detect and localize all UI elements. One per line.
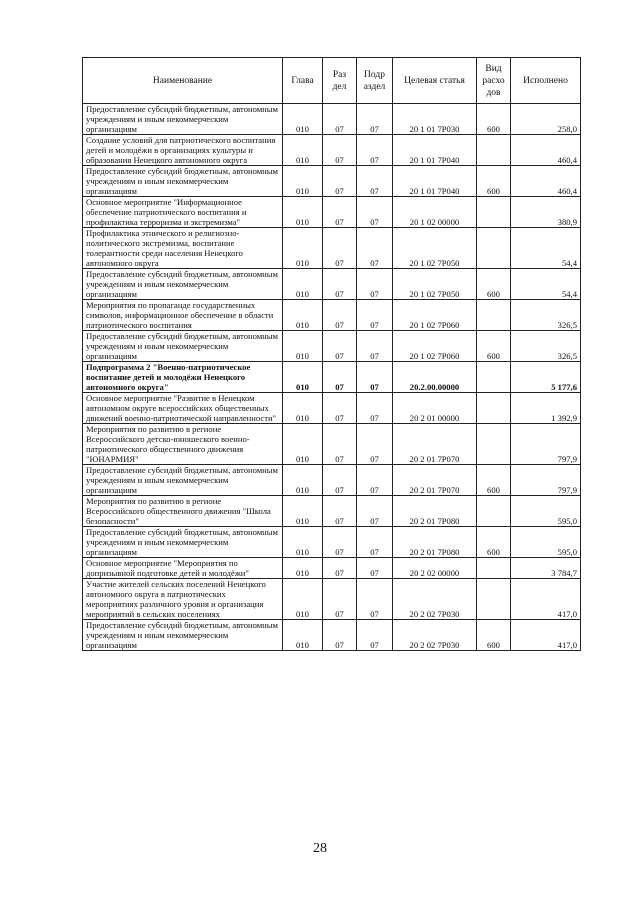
table-row	[83, 166, 581, 197]
row-expense-type	[477, 135, 511, 166]
row-subsection: 07	[357, 197, 393, 228]
row-section: 07	[323, 496, 357, 527]
row-chapter: 010	[283, 527, 323, 558]
table-row	[83, 620, 581, 651]
header-target: Целевая статья	[393, 58, 477, 104]
row-chapter: 010	[283, 496, 323, 527]
row-expense-type	[477, 197, 511, 228]
table-row	[83, 558, 581, 579]
row-chapter: 010	[283, 135, 323, 166]
table-row	[83, 496, 581, 527]
row-name: Предоставление субсидий бюджетным, автономным учреждениям и иным некоммерческим организациям	[83, 620, 283, 651]
row-chapter: 010	[283, 104, 323, 135]
row-subsection: 07	[357, 166, 393, 197]
row-target: 20 1 01 7Р040	[393, 135, 477, 166]
table-row	[83, 228, 581, 269]
row-target: 20 2 01 7Р080	[393, 496, 477, 527]
row-subsection: 07	[357, 228, 393, 269]
row-target: 20 1 02 7Р060	[393, 331, 477, 362]
row-name: Мероприятия по развитию в регионе Всероссийского общественного движения "Школа безопасности"	[83, 496, 283, 527]
row-section: 07	[323, 166, 357, 197]
row-expense-type	[477, 424, 511, 465]
row-executed: 5 177,6	[511, 362, 581, 393]
row-expense-type: 600	[477, 527, 511, 558]
row-section: 07	[323, 300, 357, 331]
row-section: 07	[323, 527, 357, 558]
row-chapter: 010	[283, 579, 323, 620]
header-expense-type: Вид расхо дов	[477, 58, 511, 104]
row-section: 07	[323, 104, 357, 135]
header-executed: Исполнено	[511, 58, 581, 104]
row-expense-type	[477, 300, 511, 331]
row-name: Предоставление субсидий бюджетным, автономным учреждениям и иным некоммерческим организациям	[83, 331, 283, 362]
row-name: Мероприятия по пропаганде государственных символов, информационное обеспечение в области патриотического воспитания	[83, 300, 283, 331]
row-chapter: 010	[283, 620, 323, 651]
row-target: 20 1 02 00000	[393, 197, 477, 228]
row-expense-type	[477, 558, 511, 579]
row-executed: 326,5	[511, 331, 581, 362]
row-expense-type	[477, 228, 511, 269]
row-chapter: 010	[283, 166, 323, 197]
table-row	[83, 269, 581, 300]
row-target: 20 1 02 7Р060	[393, 300, 477, 331]
row-expense-type: 600	[477, 104, 511, 135]
row-subsection: 07	[357, 104, 393, 135]
table-row	[83, 362, 581, 393]
table-row	[83, 393, 581, 424]
row-subsection: 07	[357, 424, 393, 465]
row-executed: 417,0	[511, 620, 581, 651]
row-section: 07	[323, 579, 357, 620]
row-subsection: 07	[357, 579, 393, 620]
row-chapter: 010	[283, 424, 323, 465]
row-name: Основное мероприятие "Развитие в Ненецком автономном округе всероссийских общественных движений военно-патриотической направленности"	[83, 393, 283, 424]
table-row	[83, 331, 581, 362]
row-subsection: 07	[357, 527, 393, 558]
row-chapter: 010	[283, 558, 323, 579]
row-section: 07	[323, 393, 357, 424]
row-executed: 460,4	[511, 166, 581, 197]
row-executed: 797,9	[511, 424, 581, 465]
header-subsection: Подр аздел	[357, 58, 393, 104]
row-executed: 1 392,9	[511, 393, 581, 424]
row-section: 07	[323, 135, 357, 166]
header-name: Наименование	[83, 58, 283, 104]
table-row	[83, 527, 581, 558]
row-section: 07	[323, 362, 357, 393]
row-expense-type: 600	[477, 331, 511, 362]
row-name: Профилактика этнического и религиозно-политического экстремизма, воспитание толерантности среди населения Ненецкого автономного округа	[83, 228, 283, 269]
row-section: 07	[323, 331, 357, 362]
row-section: 07	[323, 620, 357, 651]
row-name: Предоставление субсидий бюджетным, автономным учреждениям и иным некоммерческим организациям	[83, 104, 283, 135]
row-chapter: 010	[283, 331, 323, 362]
row-expense-type	[477, 393, 511, 424]
row-target: 20 2 01 7Р080	[393, 527, 477, 558]
row-name: Предоставление субсидий бюджетным, автономным учреждениям и иным некоммерческим организациям	[83, 166, 283, 197]
row-executed: 417,0	[511, 579, 581, 620]
table-row	[83, 300, 581, 331]
row-name: Предоставление субсидий бюджетным, автономным учреждениям и иным некоммерческим организациям	[83, 269, 283, 300]
row-target: 20 1 01 7Р030	[393, 104, 477, 135]
row-subsection: 07	[357, 269, 393, 300]
row-subsection: 07	[357, 135, 393, 166]
row-executed: 460,4	[511, 135, 581, 166]
row-chapter: 010	[283, 228, 323, 269]
row-executed: 595,0	[511, 496, 581, 527]
budget-table	[82, 57, 581, 651]
row-target: 20.2.00.00000	[393, 362, 477, 393]
row-expense-type: 600	[477, 269, 511, 300]
row-subsection: 07	[357, 362, 393, 393]
row-expense-type	[477, 362, 511, 393]
row-name: Создание условий для патриотического воспитания детей и молодёжи в организациях культуры и образования Ненецкого автономного округа	[83, 135, 283, 166]
row-executed: 3 784,7	[511, 558, 581, 579]
row-section: 07	[323, 465, 357, 496]
row-section: 07	[323, 269, 357, 300]
row-executed: 258,0	[511, 104, 581, 135]
row-subsection: 07	[357, 620, 393, 651]
row-subsection: 07	[357, 331, 393, 362]
row-name: Подпрограмма 2 "Военно-патриотическое воспитание детей и молодёжи Ненецкого автономного округа"	[83, 362, 283, 393]
row-name: Основное мероприятие "Мероприятия по допризывной подготовке детей и молодёжи"	[83, 558, 283, 579]
table-row	[83, 197, 581, 228]
header-section: Раз дел	[323, 58, 357, 104]
row-section: 07	[323, 424, 357, 465]
table-row	[83, 579, 581, 620]
row-chapter: 010	[283, 197, 323, 228]
row-chapter: 010	[283, 269, 323, 300]
row-target: 20 2 01 00000	[393, 393, 477, 424]
row-target: 20 2 01 7Р070	[393, 424, 477, 465]
row-executed: 54,4	[511, 269, 581, 300]
row-expense-type	[477, 496, 511, 527]
row-target: 20 2 02 00000	[393, 558, 477, 579]
table-row	[83, 424, 581, 465]
row-subsection: 07	[357, 496, 393, 527]
row-chapter: 010	[283, 362, 323, 393]
page-number: 28	[313, 841, 327, 856]
row-name: Предоставление субсидий бюджетным, автономным учреждениям и иным некоммерческим организациям	[83, 527, 283, 558]
table-header-row	[83, 58, 581, 104]
row-chapter: 010	[283, 393, 323, 424]
row-chapter: 010	[283, 300, 323, 331]
row-target: 20 1 01 7Р040	[393, 166, 477, 197]
row-section: 07	[323, 228, 357, 269]
row-executed: 595,0	[511, 527, 581, 558]
row-expense-type: 600	[477, 620, 511, 651]
row-name: Мероприятия по развитию в регионе Всероссийского детско-юношеского военно-патриотического общественного движения "ЮНАРМИЯ"	[83, 424, 283, 465]
row-chapter: 010	[283, 465, 323, 496]
table-row	[83, 104, 581, 135]
row-name: Участие жителей сельских поселений Ненецкого автономного округа в патриотических мероприятиях различного уровня и организация мероприятий в сельских поселениях	[83, 579, 283, 620]
row-subsection: 07	[357, 465, 393, 496]
row-subsection: 07	[357, 393, 393, 424]
row-executed: 326,5	[511, 300, 581, 331]
row-name: Предоставление субсидий бюджетным, автономным учреждениям и иным некоммерческим организациям	[83, 465, 283, 496]
row-target: 20 1 02 7Р050	[393, 269, 477, 300]
row-target: 20 2 02 7Р030	[393, 579, 477, 620]
row-executed: 797,9	[511, 465, 581, 496]
row-executed: 380,9	[511, 197, 581, 228]
row-expense-type: 600	[477, 465, 511, 496]
row-section: 07	[323, 558, 357, 579]
header-chapter: Глава	[283, 58, 323, 104]
row-subsection: 07	[357, 300, 393, 331]
row-target: 20 1 02 7Р050	[393, 228, 477, 269]
row-expense-type	[477, 579, 511, 620]
row-subsection: 07	[357, 558, 393, 579]
row-target: 20 2 01 7Р070	[393, 465, 477, 496]
row-name: Основное мероприятие "Информационное обеспечение патриотического воспитания и профилактика терроризма и экстремизма"	[83, 197, 283, 228]
row-expense-type: 600	[477, 166, 511, 197]
row-executed: 54,4	[511, 228, 581, 269]
row-target: 20 2 02 7Р030	[393, 620, 477, 651]
table-row	[83, 465, 581, 496]
row-section: 07	[323, 197, 357, 228]
table-row	[83, 135, 581, 166]
